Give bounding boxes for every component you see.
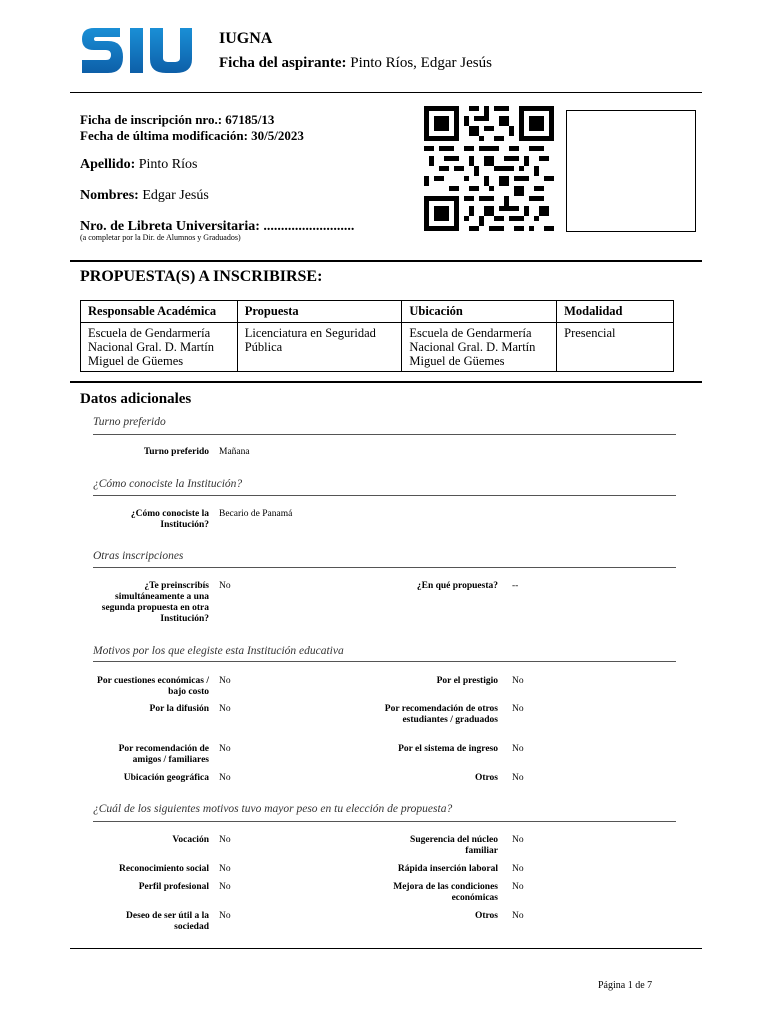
field-label-turno: Turno preferido [143, 447, 209, 457]
proposals-title: PROPUESTA(S) A INSCRIBIRSE: [80, 268, 323, 285]
surname-value: Pinto Ríos [138, 157, 198, 172]
field-value-motivo: No [219, 676, 231, 686]
field-label-peso: Otros [474, 911, 498, 921]
field-value-motivo: No [512, 704, 524, 714]
additional-data-title: Datos adicionales [80, 391, 192, 407]
field-value-en-que-propuesta: -- [512, 581, 519, 591]
column-header-modalidad: Modalidad [557, 301, 674, 323]
field-value-motivo: No [512, 676, 524, 686]
surname-label: Apellido: [80, 157, 136, 172]
field-label-peso: Rápida inserción laboral [397, 864, 498, 874]
field-value-peso: No [512, 911, 524, 921]
page-number: Página 1 de 7 [598, 980, 653, 991]
proposals-table [80, 300, 674, 372]
section-title-turno: Turno preferido [93, 416, 166, 428]
student-book-note: (a completar por la Dir. de Alumnos y Graduados) [80, 233, 241, 242]
cell-ubicacion: Escuela de Gendarmería Nacional Gral. D. Martín Miguel de Güemes [402, 323, 557, 372]
field-label-motivo: Por cuestiones económicas / bajo costo [97, 676, 209, 697]
photo-placeholder [566, 110, 696, 232]
student-book-value: .......................... [263, 219, 355, 234]
cell-responsable: Escuela de Gendarmería Nacional Gral. D. Martín Miguel de Güemes [81, 323, 238, 372]
field-label-peso: Vocación [172, 835, 209, 845]
field-label-motivo: Por recomendación de otros estudiantes / graduados [384, 704, 498, 725]
field-value-turno: Mañana [219, 447, 250, 457]
section-title-conociste: ¿Cómo conociste la Institución? [93, 478, 243, 490]
applicant-name: Pinto Ríos, Edgar Jesús [350, 55, 492, 71]
section-title-motivos: Motivos por los que elegiste esta Institución educativa [93, 645, 344, 657]
field-value-peso: No [219, 864, 231, 874]
field-value-peso: No [512, 864, 524, 874]
field-value-preinscripcion: No [219, 581, 231, 591]
institution-name: IUGNA [219, 30, 273, 47]
section-divider [93, 434, 676, 435]
field-label-motivo: Otros [474, 773, 498, 783]
surname-field [80, 157, 197, 173]
field-value-peso: No [512, 835, 524, 845]
field-label-peso: Perfil profesional [138, 882, 209, 892]
field-label-peso: Sugerencia del núcleo familiar [410, 835, 498, 856]
applicant-label: Ficha del aspirante: [219, 55, 347, 71]
section-title-mayor-peso: ¿Cuál de los siguientes motivos tuvo mayor peso en tu elección de propuesta? [93, 803, 453, 815]
table-header-row [81, 301, 674, 323]
bottom-divider [70, 948, 702, 949]
last-modified-value: 30/5/2023 [251, 128, 304, 143]
field-label-peso: Deseo de ser útil a la sociedad [126, 911, 209, 932]
applicant-line [219, 55, 492, 72]
section-divider [93, 821, 676, 822]
field-value-motivo: No [512, 744, 524, 754]
student-book-label: Nro. de Libreta Universitaria: [80, 219, 260, 234]
field-label-peso: Mejora de las condiciones económicas [393, 882, 498, 903]
field-label-motivo: Por la difusión [149, 704, 209, 714]
field-label-motivo: Por el prestigio [436, 676, 498, 686]
field-value-peso: No [219, 835, 231, 845]
siu-logo [80, 24, 193, 77]
field-value-motivo: No [512, 773, 524, 783]
field-label-en-que-propuesta: ¿En qué propuesta? [416, 581, 498, 591]
field-value-motivo: No [219, 704, 231, 714]
section-divider [93, 567, 676, 568]
field-value-peso: No [512, 882, 524, 892]
header-divider [70, 92, 702, 93]
qr-code [424, 106, 554, 231]
field-label-motivo: Por recomendación de amigos / familiares [118, 744, 209, 765]
field-label-motivo: Por el sistema de ingreso [398, 744, 498, 754]
field-label-motivo: Ubicación geográfica [123, 773, 209, 783]
table-row [81, 323, 674, 372]
cell-propuesta: Licenciatura en Seguridad Pública [237, 323, 402, 372]
section-divider [93, 495, 676, 496]
column-header-responsable: Responsable Académica [81, 301, 238, 323]
field-label-conociste: ¿Cómo conociste la Institución? [130, 509, 209, 530]
column-header-ubicacion: Ubicación [402, 301, 557, 323]
names-value: Edgar Jesús [142, 188, 209, 203]
proposals-divider [70, 381, 702, 383]
registration-number-value: 67185/13 [225, 112, 275, 127]
last-modified [80, 128, 304, 144]
names-label: Nombres: [80, 188, 139, 203]
field-value-peso: No [219, 911, 231, 921]
field-value-motivo: No [219, 744, 231, 754]
section-divider [93, 661, 676, 662]
field-value-conociste: Becario de Panamá [219, 509, 293, 519]
field-value-peso: No [219, 882, 231, 892]
cell-modalidad: Presencial [557, 323, 674, 372]
field-value-motivo: No [219, 773, 231, 783]
field-label-peso: Reconocimiento social [119, 864, 209, 874]
section-title-otras: Otras inscripciones [93, 550, 184, 562]
registration-number [80, 112, 274, 128]
registration-number-label: Ficha de inscripción nro.: [80, 112, 223, 127]
column-header-propuesta: Propuesta [237, 301, 402, 323]
registration-divider [70, 260, 702, 262]
field-label-preinscripcion: ¿Te preinscribís simultáneamente a una segunda propuesta en otra Institución? [101, 581, 209, 624]
names-field [80, 188, 209, 204]
last-modified-label: Fecha de última modificación: [80, 128, 248, 143]
